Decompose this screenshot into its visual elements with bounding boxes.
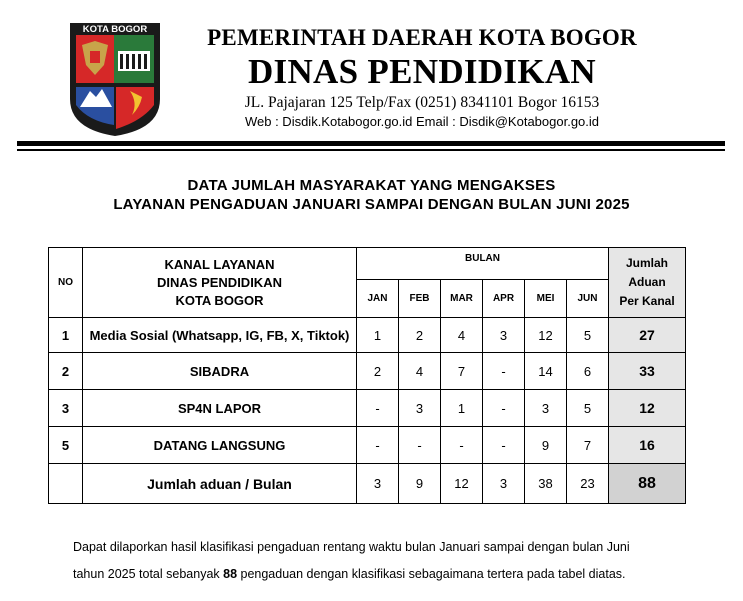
table-row: 5 DATANG LANGSUNG - - - - 9 7 16 [49, 427, 686, 464]
col-kanal-header: KANAL LAYANAN DINAS PENDIDIKAN KOTA BOGOR [83, 248, 357, 318]
report-title-line2: LAYANAN PENGADUAN JANUARI SAMPAI DENGAN BULAN JUNI 2025 [113, 196, 630, 213]
report-title-line1: DATA JUMLAH MASYARAKAT YANG MENGAKSES [187, 177, 556, 194]
agency-address: JL. Pajajaran 125 Telp/Fax (0251) 8341101 Bogor 16153 [244, 94, 600, 111]
month-header: JAN [357, 280, 399, 318]
agency-web-email: Web : Disdik.Kotabogor.go.id Email : Disdik@Kotabogor.go.id [244, 114, 600, 129]
month-header: FEB [399, 280, 441, 318]
month-header: JUN [567, 280, 609, 318]
note-line2: tahun 2025 total sebanyak 88 pengaduan dengan klasifikasi sebagaimana tertera pada tabel diatas. [73, 567, 626, 581]
note-total: 88 [223, 567, 238, 581]
col-total-header: Jumlah Aduan Per Kanal [609, 248, 686, 318]
header-rule-thin [17, 149, 725, 151]
month-header: MEI [525, 280, 567, 318]
grand-total: 88 [609, 464, 686, 504]
agency-name: DINAS PENDIDIKAN [247, 52, 597, 91]
note-line1: Dapat dilaporkan hasil klasifikasi pengaduan rentang waktu bulan Januari sampai dengan bulan Juni [73, 540, 630, 554]
kota-bogor-emblem [68, 21, 162, 138]
complaints-table [48, 247, 686, 504]
month-header: APR [483, 280, 525, 318]
logo-text: KOTA BOGOR [82, 24, 148, 35]
month-header: MAR [441, 280, 483, 318]
col-bulan-header: BULAN [357, 248, 609, 280]
table-row: 2 SIBADRA 2 4 7 - 14 6 33 [49, 353, 686, 390]
col-no-header: NO [49, 248, 83, 318]
government-name: PEMERINTAH DAERAH KOTA BOGOR [207, 25, 637, 50]
header-rule-thick [17, 141, 725, 146]
table-footer-row: Jumlah aduan / Bulan 3 9 12 3 38 23 88 [49, 464, 686, 504]
table-row: 3 SP4N LAPOR - 3 1 - 3 5 12 [49, 390, 686, 427]
table-row: 1 Media Sosial (Whatsapp, IG, FB, X, Tiktok) 1 2 4 3 12 5 27 [49, 318, 686, 353]
